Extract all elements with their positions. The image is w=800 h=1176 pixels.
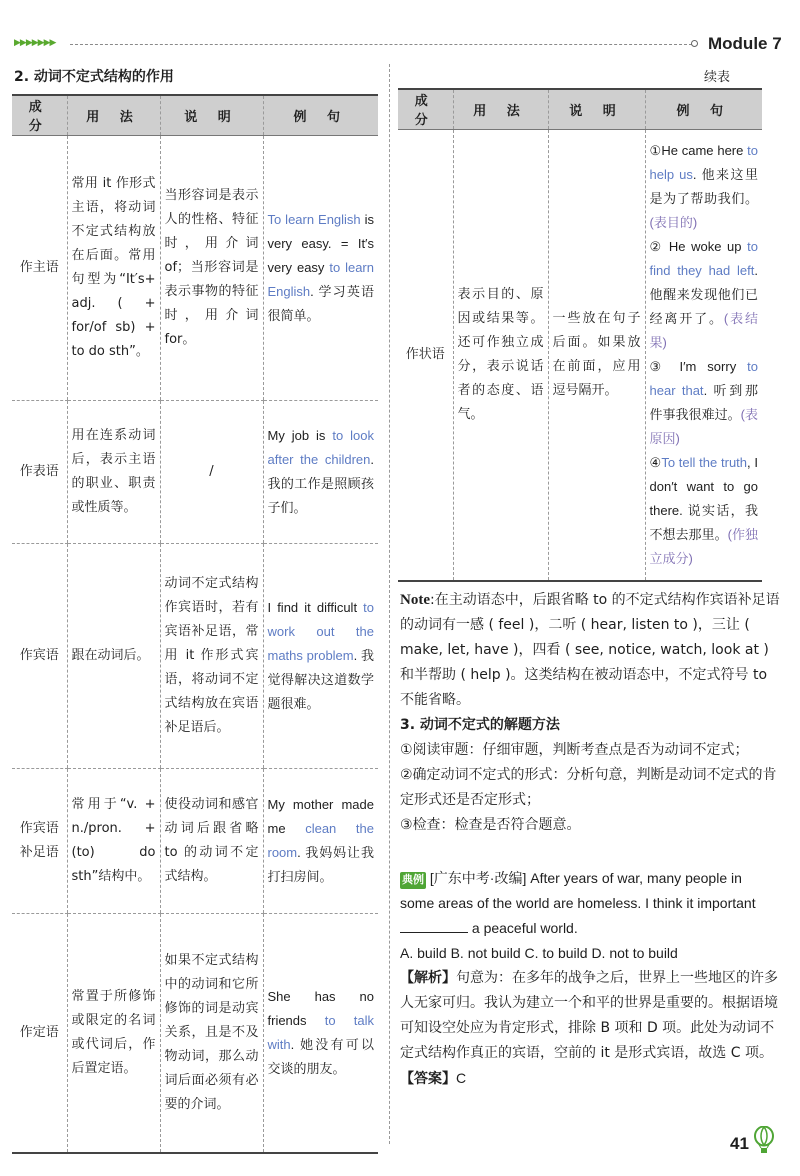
row-component: 作状语 xyxy=(398,129,453,581)
example-text: She has no friends xyxy=(267,988,374,1028)
note-block xyxy=(400,588,780,713)
example-tag: 典例 xyxy=(400,872,426,889)
header-rule xyxy=(14,32,704,54)
row-example xyxy=(263,543,378,768)
note-label: Note xyxy=(400,592,430,608)
example-translation: . 他来这里是为了帮助我们。 xyxy=(649,166,758,206)
example-translation: , I don′t want to go there. 说实话，我不想去那里。 xyxy=(649,454,758,542)
row-component: 作定语 xyxy=(12,913,67,1153)
table-row xyxy=(12,543,378,768)
col-header-example: 例 句 xyxy=(263,95,378,135)
example-text: is very easy. = It′s very easy xyxy=(267,211,375,275)
row-example xyxy=(645,129,762,581)
example-highlight: To tell the truth xyxy=(661,454,748,470)
row-explanation: 如果不定式结构中的动词和它所修饰的词是动宾关系，且是不及物动词，那么动词后面必须有必要的介词。 xyxy=(160,913,263,1153)
question-source: [广东中考·改编] xyxy=(429,870,527,886)
row-component: 作表语 xyxy=(12,400,67,543)
example-text: ④ xyxy=(649,454,662,470)
row-explanation: 一些放在句子后面。如果放在前面，应用逗号隔开。 xyxy=(548,129,645,581)
answer-value: C xyxy=(456,1070,467,1086)
row-usage: 表示目的、原因或结果等。还可作独立成分，表示说话者的态度、语气。 xyxy=(453,129,548,581)
answer xyxy=(400,1066,780,1092)
col-header-usage: 用 法 xyxy=(453,89,548,129)
row-explanation: 动词不定式结构作宾语时，若有宾语补足语，常用 it 作形式宾语，将动词不定式结构放在宾语补足语后。 xyxy=(160,543,263,768)
table-row xyxy=(12,768,378,913)
method-title: 3. 动词不定式的解题方法 xyxy=(400,717,560,733)
example-highlight: to work out the maths problem xyxy=(267,599,374,663)
note-text: :在主动语态中，后跟省略 to 的不定式结构作宾语补足语的动词有一感 ( feel )，二听 ( hear, listen to )，三让 ( make, let, have )，四看 ( see, notice, watch, look at ) 和半帮助 ( help )。这类结构在被动语态中，不定式符号 to 不能省略。 xyxy=(400,592,780,708)
example-problem xyxy=(400,866,780,1092)
analysis-label: 【解析】 xyxy=(400,970,456,986)
example-translation: . 我妈妈让我打扫房间。 xyxy=(267,844,374,884)
table-row xyxy=(398,129,762,581)
example-text: My mother made me xyxy=(267,796,374,836)
row-explanation: 当形容词是表示人的性格、特征时，用介词 of；当形容词是表示事物的特征时，用介词 for。 xyxy=(160,135,263,400)
question-text xyxy=(400,866,780,941)
row-component: 作宾语 xyxy=(12,543,67,768)
col-header-component: 成 分 xyxy=(12,95,67,135)
header-dashed-line xyxy=(70,44,692,45)
row-component: 作主语 xyxy=(12,135,67,400)
circle-decoration-icon xyxy=(691,40,698,47)
example-translation: . 学习英语很简单。 xyxy=(267,283,374,323)
example-highlight: to find they had left xyxy=(649,238,758,278)
example-highlight: To learn English xyxy=(267,211,361,227)
col-header-example: 例 句 xyxy=(645,89,762,129)
function-table xyxy=(12,94,378,1154)
page-number: 41 xyxy=(730,1134,749,1153)
row-explanation: / xyxy=(160,400,263,543)
arrow-decoration-icon: ▶▶▶▶▶▶▶ xyxy=(14,38,56,48)
example-highlight: to help us xyxy=(649,142,758,182)
example-text: ② He woke up xyxy=(649,238,748,254)
method-step: ①阅读审题：仔细审题，判断考查点是否为动词不定式； xyxy=(400,742,749,758)
balloon-icon xyxy=(753,1126,775,1154)
row-example xyxy=(263,768,378,913)
example-purpose-tag: (表结果) xyxy=(649,310,758,350)
row-example xyxy=(263,135,378,400)
row-example xyxy=(263,913,378,1153)
example-translation: . 听到那件事我很难过。 xyxy=(649,382,758,422)
section-title: 2. 动词不定式结构的作用 xyxy=(14,69,174,85)
row-usage: 常用 it 作形式主语，将动词不定式结构放在后面。常用句型为“It′s+ adj. ( + for/of sb) + to do sth”。 xyxy=(67,135,160,400)
module-title: Module 7 xyxy=(708,34,782,53)
col-header-component: 成 分 xyxy=(398,89,453,129)
question-body: After years of war, many people in some areas of the world are homeless. I think it important xyxy=(400,870,756,911)
method-step: ③检查：检查是否符合题意。 xyxy=(400,817,581,833)
row-usage: 用在连系动词后，表示主语的职业、职责或性质等。 xyxy=(67,400,160,543)
row-explanation: 使役动词和感官动词后跟省略 to 的动词不定式结构。 xyxy=(160,768,263,913)
row-example xyxy=(263,400,378,543)
col-header-explanation: 说 明 xyxy=(160,95,263,135)
example-translation: . 她没有可以交谈的朋友。 xyxy=(267,1036,374,1076)
example-translation: . 他醒来发现他们已经离开了。 xyxy=(649,262,758,326)
example-highlight: to talk with xyxy=(267,1012,374,1052)
answer-options: A. build B. not build C. to build D. not to build xyxy=(400,945,678,961)
example-text: I find it difficult xyxy=(267,599,364,615)
col-header-usage: 用 法 xyxy=(67,95,160,135)
table-header-row xyxy=(12,95,378,135)
example-translation: . 我觉得解决这道数学题很难。 xyxy=(267,647,374,711)
continued-label: 续表 xyxy=(704,70,731,85)
example-purpose-tag: (表目的) xyxy=(649,214,698,230)
answer-blank xyxy=(400,919,468,933)
answer-label: 【答案】 xyxy=(400,1071,456,1087)
analysis xyxy=(400,966,780,1066)
example-purpose-tag: (表原因) xyxy=(649,406,758,446)
example-text: ③ I′m sorry xyxy=(649,358,748,374)
column-divider xyxy=(389,64,390,1144)
example-translation: . 我的工作是照顾孩子们。 xyxy=(267,451,374,515)
example-highlight: to hear that xyxy=(649,358,758,398)
table-row xyxy=(12,400,378,543)
method-step: ②确定动词不定式的形式：分析句意，判断是动词不定式的肯定形式还是否定形式； xyxy=(400,767,777,808)
example-purpose-tag: (作独立成分) xyxy=(649,526,758,566)
analysis-text: 句意为：在多年的战争之后，世界上一些地区的许多人无家可归。我认为建立一个和平的世界是重要的。根据语境可知设空处应为肯定形式，排除 B 项和 D 项。此处为动词不定式结构作真正的宾语，空前的 it 是形式宾语，故选 C 项。 xyxy=(400,970,778,1061)
row-usage: 常置于所修饰或限定的名词或代词后，作后置定语。 xyxy=(67,913,160,1153)
col-header-explanation: 说 明 xyxy=(548,89,645,129)
row-component: 作宾语补足语 xyxy=(12,768,67,913)
row-usage: 常用于“v. + n./pron. +(to) do sth”结构中。 xyxy=(67,768,160,913)
example-highlight: clean the room xyxy=(267,820,374,860)
table-row xyxy=(12,135,378,400)
question-body-end: a peaceful world. xyxy=(471,920,578,936)
table-row xyxy=(12,913,378,1153)
table-header-row xyxy=(398,89,762,129)
method-block xyxy=(400,713,780,838)
row-usage: 跟在动词后。 xyxy=(67,543,160,768)
example-highlight: to look after the children xyxy=(267,427,374,467)
function-table-continued xyxy=(398,88,762,582)
example-text: ①He came here xyxy=(649,142,748,158)
example-highlight: to learn English xyxy=(267,259,374,299)
example-text: My job is xyxy=(267,427,333,443)
